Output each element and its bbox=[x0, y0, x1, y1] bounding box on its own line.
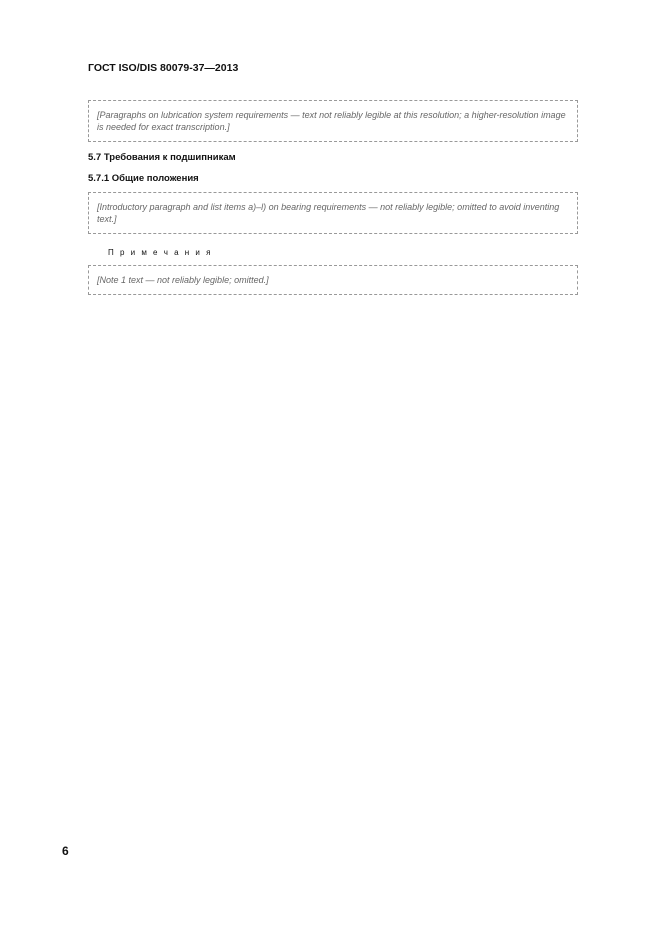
placeholder-illegible-list: [Introductory paragraph and list items a)–l) on bearing requirements — not reliably legible; omitted to avoid inventing text.] bbox=[88, 192, 578, 234]
placeholder-illegible-notes: [Note 1 text — not reliably legible; omitted.] bbox=[88, 265, 578, 295]
notes-heading: П р и м е ч а н и я bbox=[108, 248, 213, 257]
section-title: 5.7 Требования к подшипникам bbox=[88, 152, 236, 163]
document-code: ГОСТ ISO/DIS 80079-37—2013 bbox=[88, 62, 239, 74]
page-number: 6 bbox=[62, 844, 69, 858]
document-page bbox=[88, 62, 578, 303]
subsection-title: 5.7.1 Общие положения bbox=[88, 173, 199, 184]
placeholder-illegible-body: [Paragraphs on lubrication system requirements — text not reliably legible at this resolution; a higher-resolution image is needed for exact transcription.] bbox=[88, 100, 578, 142]
